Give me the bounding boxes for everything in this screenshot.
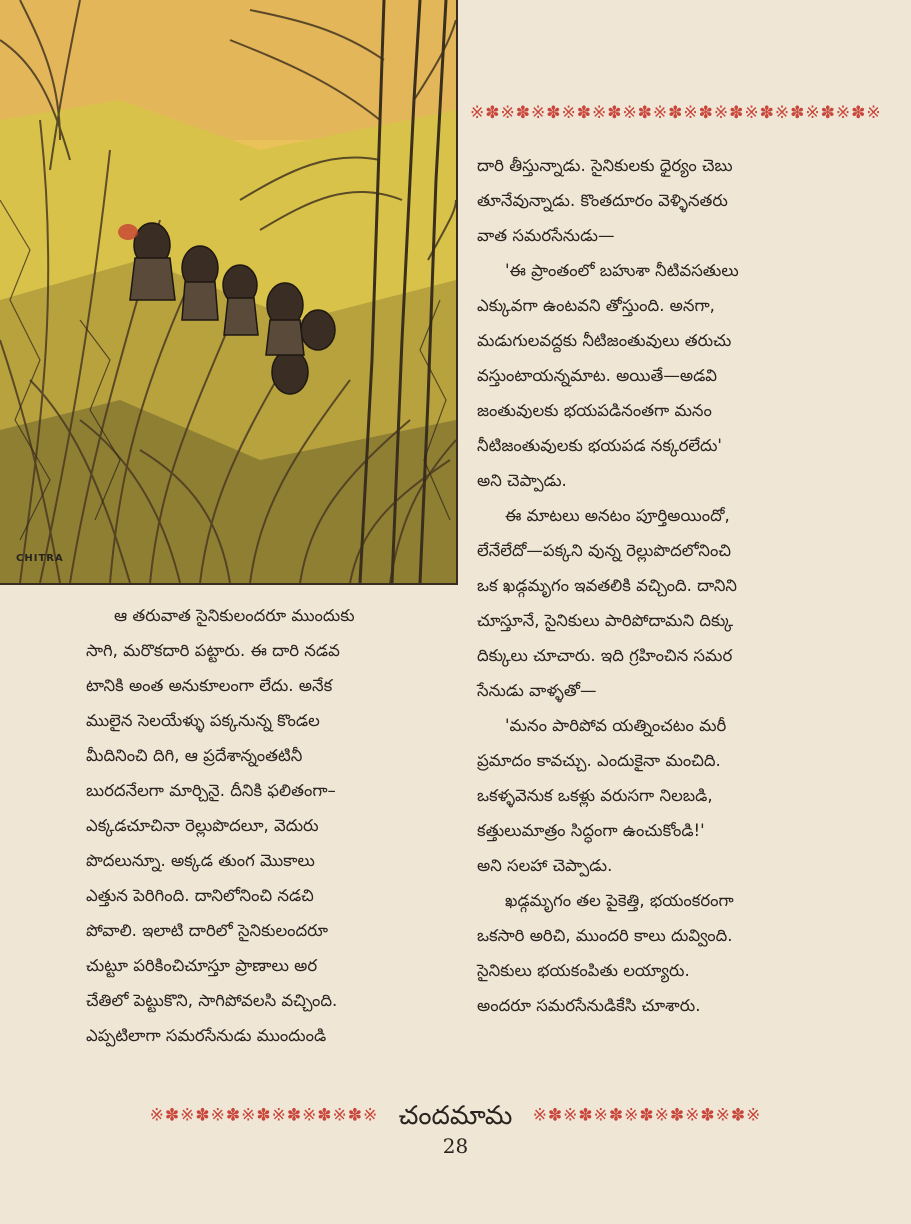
text-line: సైనికులు భయకంపితు లయ్యారు.	[477, 961, 690, 980]
text-line: 'మనం పారిపోవ యత్నించటం మరీ	[505, 716, 727, 735]
text-line: జంతువులకు భయపడినంతగా మనం	[477, 401, 712, 420]
text-line: ఎక్కువగా ఉంటవని తోస్తుంది. అనగా,	[477, 296, 715, 315]
text-line: ఒక ఖడ్గమృగం ఇవతలికి వచ్చింది. దానిని	[477, 576, 737, 595]
magazine-name: చందమామ	[398, 1100, 513, 1131]
text-line: ఒకసారి అరిచి, ముందరి కాలు దువ్వింది.	[477, 926, 733, 945]
text-line: చేతిలో పెట్టుకొని, సాగిపోవలసి వచ్చింది.	[86, 991, 338, 1010]
text-line: సాగి, మరొకదారి పట్టారు. ఈ దారి నడవ	[86, 641, 340, 660]
text-line: ములైన సెలయేళ్ళు పక్కనున్న కొండల	[86, 711, 320, 730]
text-line: కత్తులుమాత్రం సిద్ధంగా ఉంచుకోండి!'	[477, 821, 705, 840]
text-line: 'ఈ ప్రాంతంలో బహుశా నీటివసతులు	[505, 261, 739, 280]
text-line: ఎత్తున పెరిగింది. దానిలోనించి నడచి	[86, 886, 314, 905]
decorative-border-top: ※✽※✽※✽※✽※✽※✽※✽※✽※✽※✽※✽※✽※✽※	[470, 103, 882, 123]
text-line: తూనేవున్నాడు. కొంతదూరం వెళ్ళినతరు	[477, 191, 728, 210]
text-line: అని సలహా చెప్పాడు.	[477, 856, 613, 875]
text-line: టానికి అంత అనుకూలంగా లేదు. అనేక	[86, 676, 333, 695]
text-line: దారి తీస్తున్నాడు. సైనికులకు ధైర్యం చెబు	[477, 156, 733, 175]
text-line: వస్తుంటాయన్నమాట. అయితే—అడవి	[477, 366, 718, 385]
text-line: పొదలున్నూ. అక్కడ తుంగ మొకాలు	[86, 851, 315, 870]
artist-signature: CHITRA	[16, 553, 64, 564]
tall-grass-soldiers-drawing	[0, 0, 456, 583]
text-line: దిక్కులు చూచారు. ఇది గ్రహించిన సమర	[477, 646, 733, 665]
text-line: ఈ మాటలు అనటం పూర్తిఅయిందో,	[505, 506, 730, 525]
right-column-text	[477, 148, 837, 1023]
text-line: మడుగులవద్దకు నీటిజంతువులు తరుచు	[477, 331, 732, 350]
decorative-border-right: ※✽※✽※✽※✽※✽※✽※✽※	[532, 1105, 762, 1126]
text-line: వాత సమరసేనుడు—	[477, 226, 615, 245]
text-line: పోవాలి. ఇలాటి దారిలో సైనికులందరూ	[86, 921, 328, 940]
text-line: బురదనేలగా మార్చినై. దీనికి ఫలితంగా–	[86, 781, 336, 800]
text-line: మీదినించి దిగి, ఆ ప్రదేశాన్నంతటినీ	[86, 746, 303, 765]
page-number: 28	[442, 1134, 469, 1158]
text-line: సేనుడు వాళ్ళతో—	[477, 681, 597, 700]
left-column-text	[86, 598, 468, 1053]
text-line: ఆ తరువాత సైనికులందరూ ముందుకు	[114, 606, 355, 625]
text-line: చూస్తూనే, సైనికులు పారిపోదామని దిక్కు	[477, 611, 734, 630]
text-line: ఒకళ్ళవెనుక ఒకళ్లు వరుసగా నిలబడి,	[477, 786, 713, 805]
text-line: లేనేలేదో—పక్కని వున్న రెల్లుపొదలోనించి	[477, 541, 731, 560]
text-line: చుట్టూ పరికించిచూస్తూ ప్రాణాలు అర	[86, 956, 318, 975]
text-line: ఎప్పటిలాగా సమరసేనుడు ముందుండి	[86, 1026, 327, 1045]
text-line: అందరూ సమరసేనుడికేసి చూశారు.	[477, 996, 701, 1015]
decorative-border-left: ※✽※✽※✽※✽※✽※✽※✽※	[149, 1105, 379, 1126]
magazine-footer	[0, 1098, 911, 1133]
text-line: నీటిజంతువులకు భయపడ నక్కరలేదు'	[477, 436, 722, 455]
text-line: ప్రమాదం కావచ్చు. ఎందుకైనా మంచిది.	[477, 751, 721, 770]
text-line: ఖడ్గమృగం తల పైకెత్తి, భయంకరంగా	[505, 891, 734, 910]
text-line: ఎక్కడచూచినా రెల్లుపొదలూ, వెదురు	[86, 816, 319, 835]
jungle-illustration	[0, 0, 458, 585]
text-line: అని చెప్పాడు.	[477, 471, 567, 490]
